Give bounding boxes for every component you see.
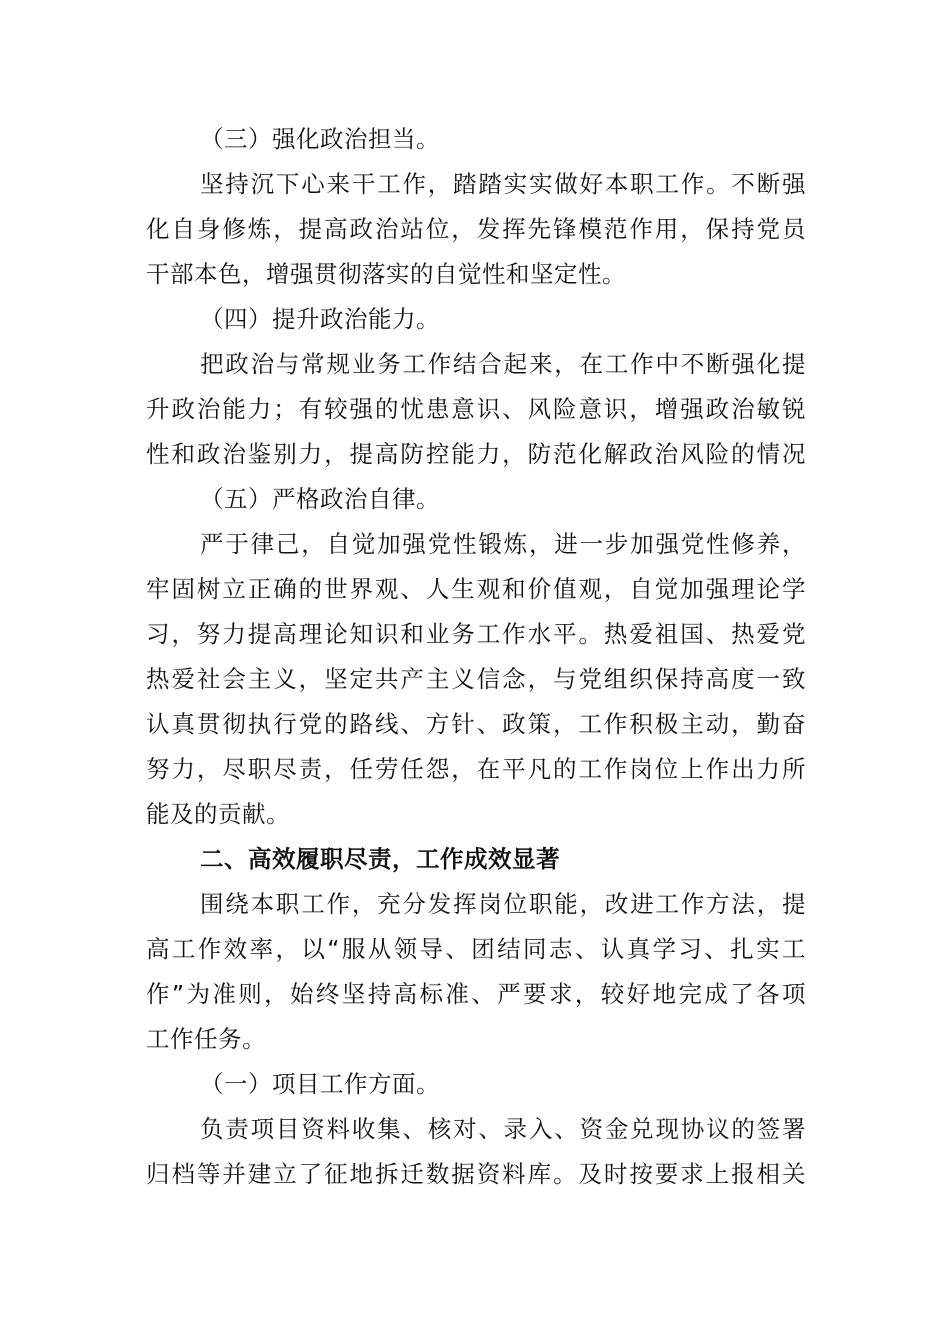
paragraph-line: 归档等并建立了征地拆迁数据资料库。及时按要求上报相关: [146, 1160, 806, 1188]
paragraph-line: 升政治能力；有较强的忧患意识、风险意识，增强政治敏锐: [146, 395, 806, 423]
paragraph-line: 努力，尽职尽责，任劳任怨，在平凡的工作岗位上作出力所: [146, 755, 806, 783]
paragraph-line: 把政治与常规业务工作结合起来，在工作中不断强化提: [200, 350, 806, 378]
paragraph-line: 干部本色，增强贯彻落实的自觉性和坚定性。: [146, 260, 626, 288]
paragraph-line: 性和政治鉴别力，提高防控能力，防范化解政治风险的情况: [146, 440, 806, 468]
paragraph-line: 坚持沉下心来干工作，踏踏实实做好本职工作。不断强: [200, 170, 806, 198]
paragraph-line: 工作任务。: [146, 1025, 266, 1053]
section-heading-1: （一）项目工作方面。: [200, 1070, 440, 1098]
paragraph-line: 高工作效率，以“服从领导、团结同志、认真学习、扎实工: [146, 935, 806, 963]
paragraph-line: 习，努力提高理论知识和业务工作水平。热爱祖国、热爱党: [146, 620, 806, 648]
paragraph-line: 能及的贡献。: [146, 800, 290, 828]
section-heading-3: （三）强化政治担当。: [200, 125, 440, 153]
paragraph-line: 化自身修炼，提高政治站位，发挥先锋模范作用，保持党员: [146, 215, 806, 243]
paragraph-line: 严于律己，自觉加强党性锻炼，进一步加强党性修养，: [200, 530, 806, 558]
paragraph-line: 围绕本职工作，充分发挥岗位职能，改进工作方法，提: [200, 890, 806, 918]
paragraph-line: 作”为准则，始终坚持高标准、严要求，较好地完成了各项: [146, 980, 806, 1008]
paragraph-line: 牢固树立正确的世界观、人生观和价值观，自觉加强理论学: [146, 575, 806, 603]
paragraph-line: 负责项目资料收集、核对、录入、资金兑现协议的签署: [200, 1115, 806, 1143]
chapter-heading-2: 二、高效履职尽责，工作成效显著: [200, 845, 560, 873]
section-heading-4: （四）提升政治能力。: [200, 305, 440, 333]
paragraph-line: 认真贯彻执行党的路线、方针、政策，工作积极主动，勤奋: [146, 710, 806, 738]
paragraph-line: 热爱社会主义，坚定共产主义信念，与党组织保持高度一致: [146, 665, 806, 693]
section-heading-5: （五）严格政治自律。: [200, 485, 440, 513]
